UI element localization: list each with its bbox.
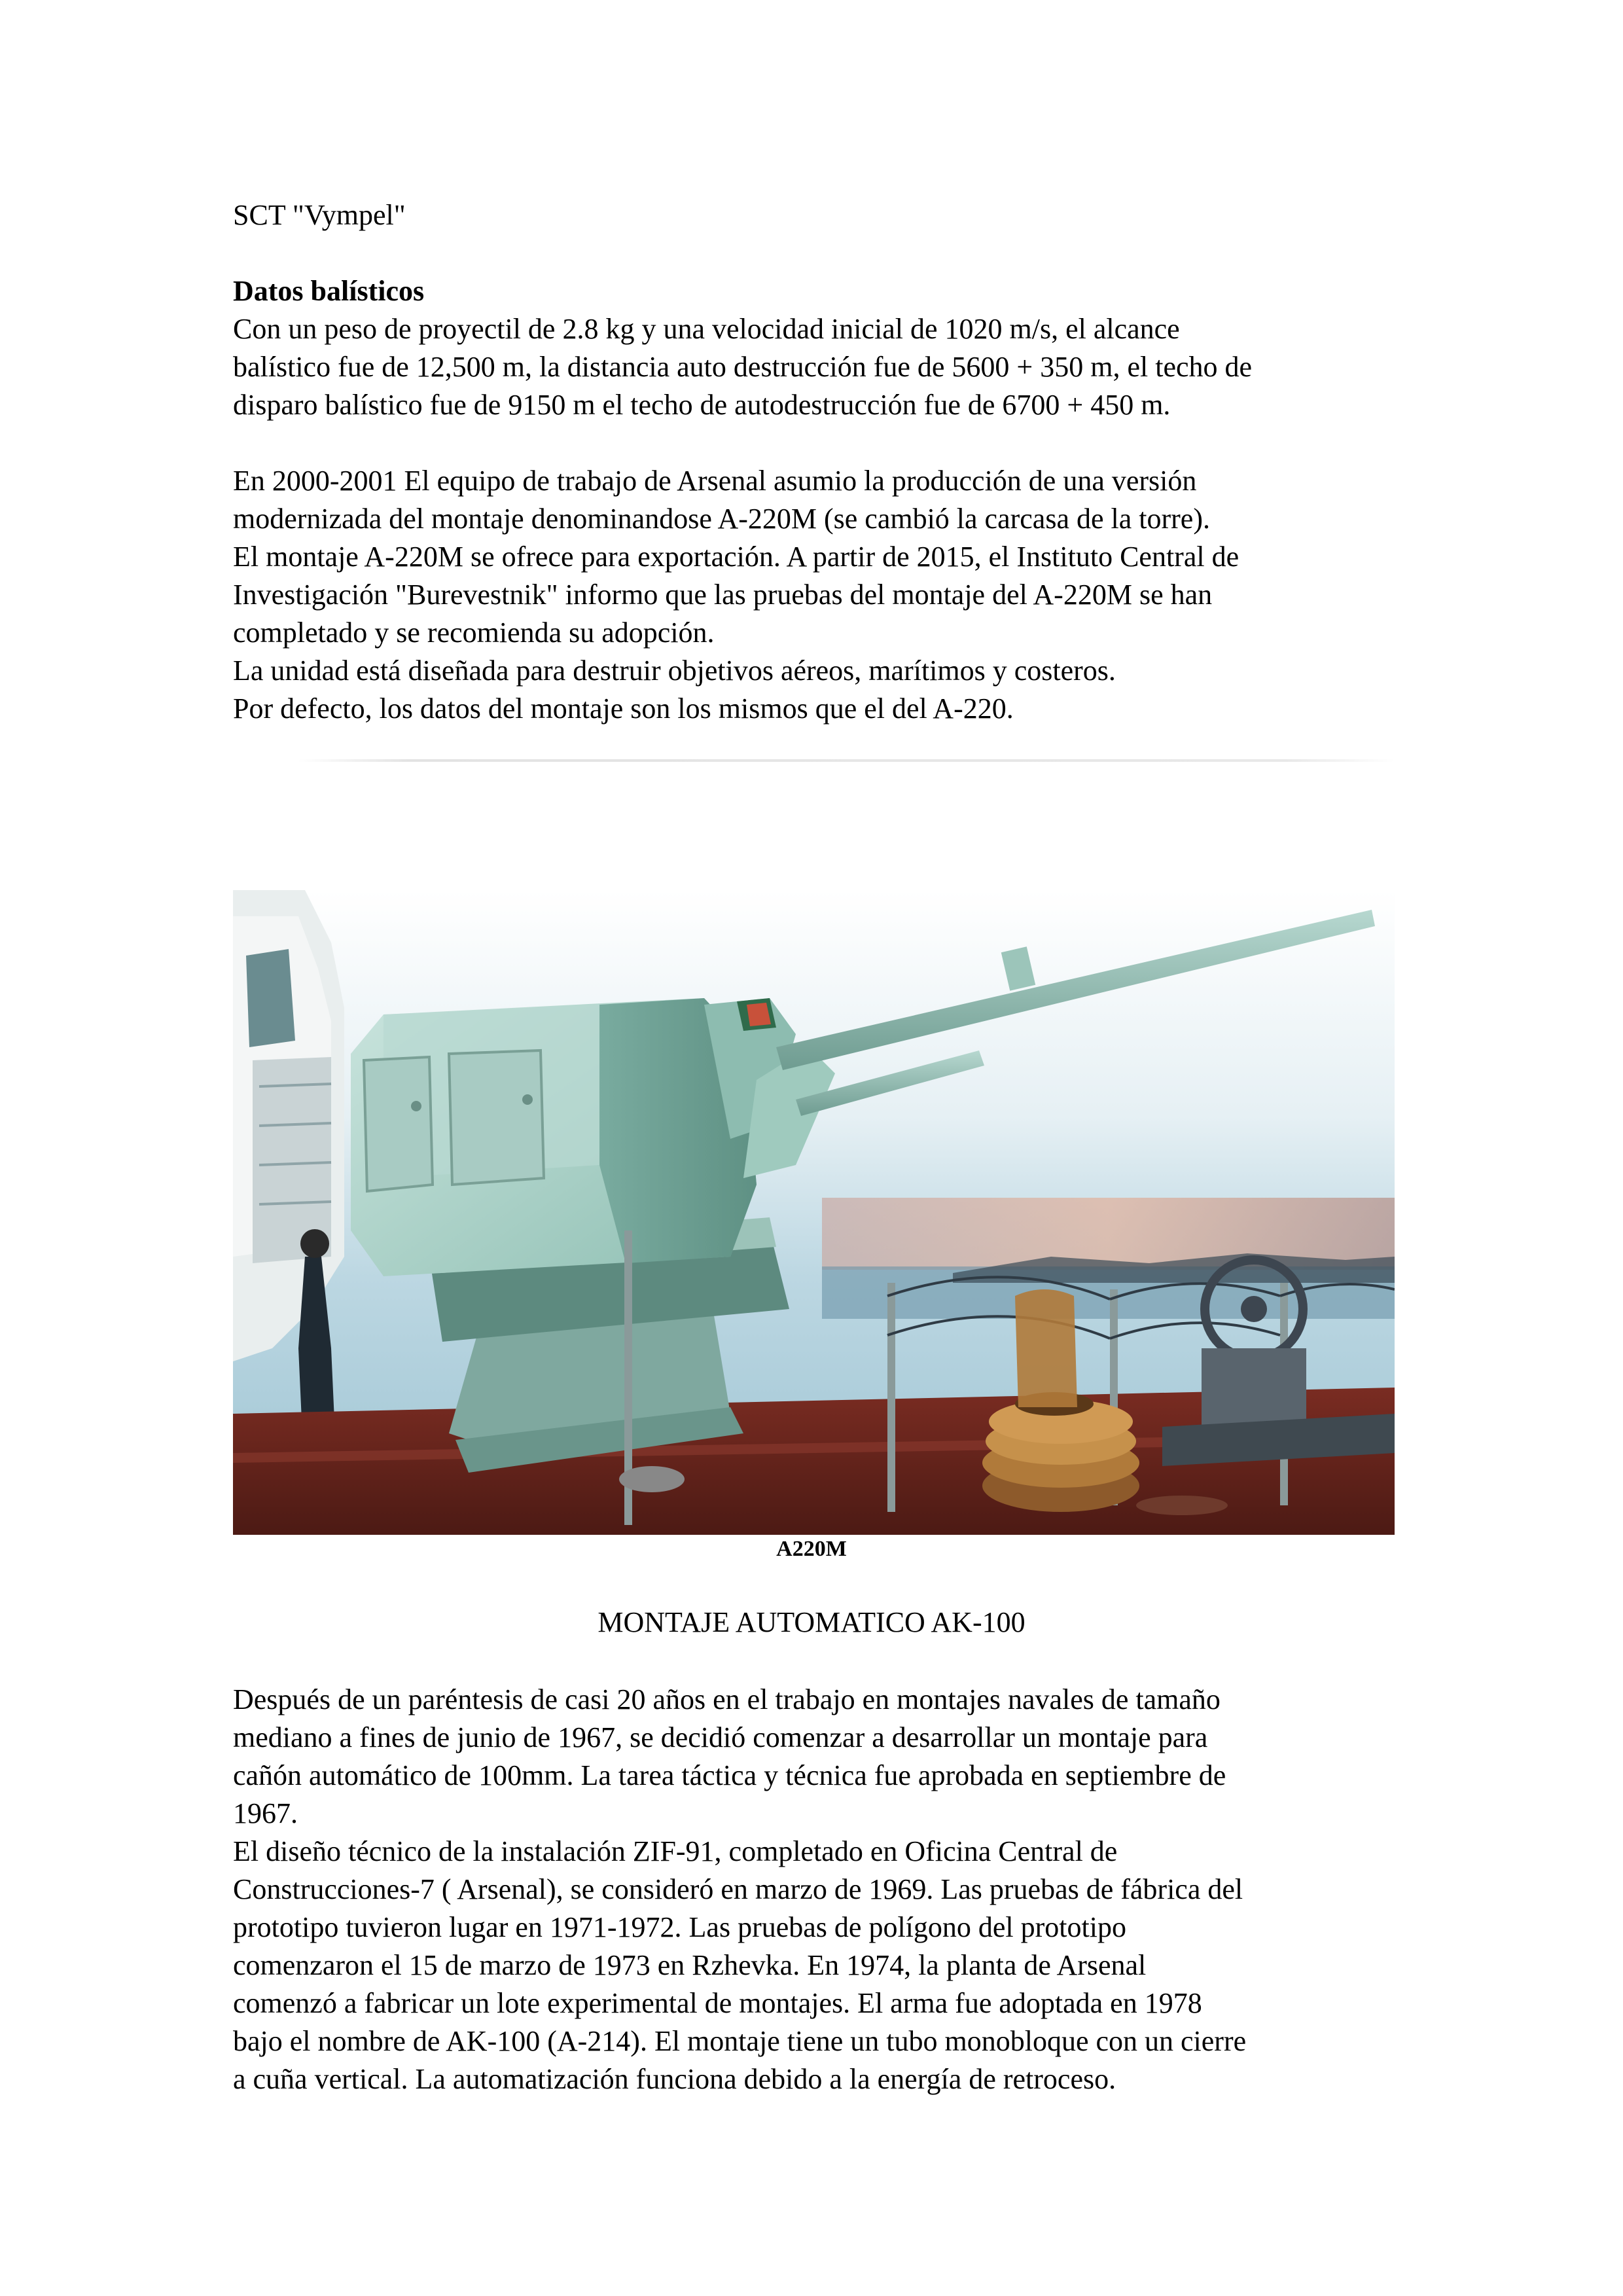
para2-line: modernizada del montaje denominandose A-220M (se cambió la carcasa de la torre). — [233, 503, 1210, 535]
para1-line: Con un peso de proyectil de 2.8 kg y una velocidad inicial de 1020 m/s, el alcance — [233, 313, 1180, 345]
para3-line: mediano a fines de junio de 1967, se decidió comenzar a desarrollar un montaje para — [233, 1721, 1208, 1753]
figure-top-rule — [298, 759, 1395, 762]
para3-line: 1967. — [233, 1797, 298, 1829]
figure-caption: A220M — [776, 1537, 847, 1561]
para2-line: Por defecto, los datos del montaje son los mismos que el del A-220. — [233, 692, 1014, 725]
para2-line: completado y se recomienda su adopción. — [233, 617, 715, 649]
para1-line: balístico fue de 12,500 m, la distancia auto destrucción fue de 5600 + 350 m, el techo de — [233, 351, 1253, 383]
para2-line: El montaje A-220M se ofrece para exportación. A partir de 2015, el Instituto Central de — [233, 541, 1240, 573]
bottom-text-block — [233, 1681, 1404, 2098]
a220m-photo — [233, 890, 1395, 1535]
para3-line: comenzaron el 15 de marzo de 1973 en Rzhevka. En 1974, la planta de Arsenal — [233, 1949, 1147, 1981]
para3-line: comenzó a fabricar un lote experimental de montajes. El arma fue adoptada en 1978 — [233, 1987, 1202, 2019]
para2-line: Investigación "Burevestnik" informo que las pruebas del montaje del A-220M se han — [233, 579, 1213, 611]
top-text-block — [233, 196, 1398, 728]
para3-line: bajo el nombre de AK-100 (A-214). El montaje tiene un tubo monobloque con un cierre — [233, 2025, 1247, 2057]
section-title: Datos balísticos — [233, 275, 425, 307]
header-line: SCT "Vympel" — [233, 199, 406, 231]
para3-line: El diseño técnico de la instalación ZIF-91, completado en Oficina Central de — [233, 1835, 1118, 1867]
para3-line: a cuña vertical. La automatización funciona debido a la energía de retroceso. — [233, 2063, 1116, 2095]
para3-line: prototipo tuvieron lugar en 1971-1972. Las pruebas de polígono del prototipo — [233, 1911, 1126, 1943]
para1-line: disparo balístico fue de 9150 m el techo de autodestrucción fue de 6700 + 450 m. — [233, 389, 1171, 421]
para3-line: Construcciones-7 ( Arsenal), se consideró en marzo de 1969. Las pruebas de fábrica del — [233, 1873, 1243, 1905]
figure — [233, 759, 1395, 1535]
para2-line: En 2000-2001 El equipo de trabajo de Arsenal asumio la producción de una versión — [233, 465, 1197, 497]
para2-line: La unidad está diseñada para destruir objetivos aéreos, marítimos y costeros. — [233, 655, 1116, 687]
section-heading: MONTAJE AUTOMATICO AK-100 — [597, 1606, 1026, 1638]
para3-line: cañón automático de 100mm. La tarea táctica y técnica fue aprobada en septiembre de — [233, 1759, 1226, 1791]
para3-line: Después de un paréntesis de casi 20 años en el trabajo en montajes navales de tamaño — [233, 1683, 1221, 1715]
